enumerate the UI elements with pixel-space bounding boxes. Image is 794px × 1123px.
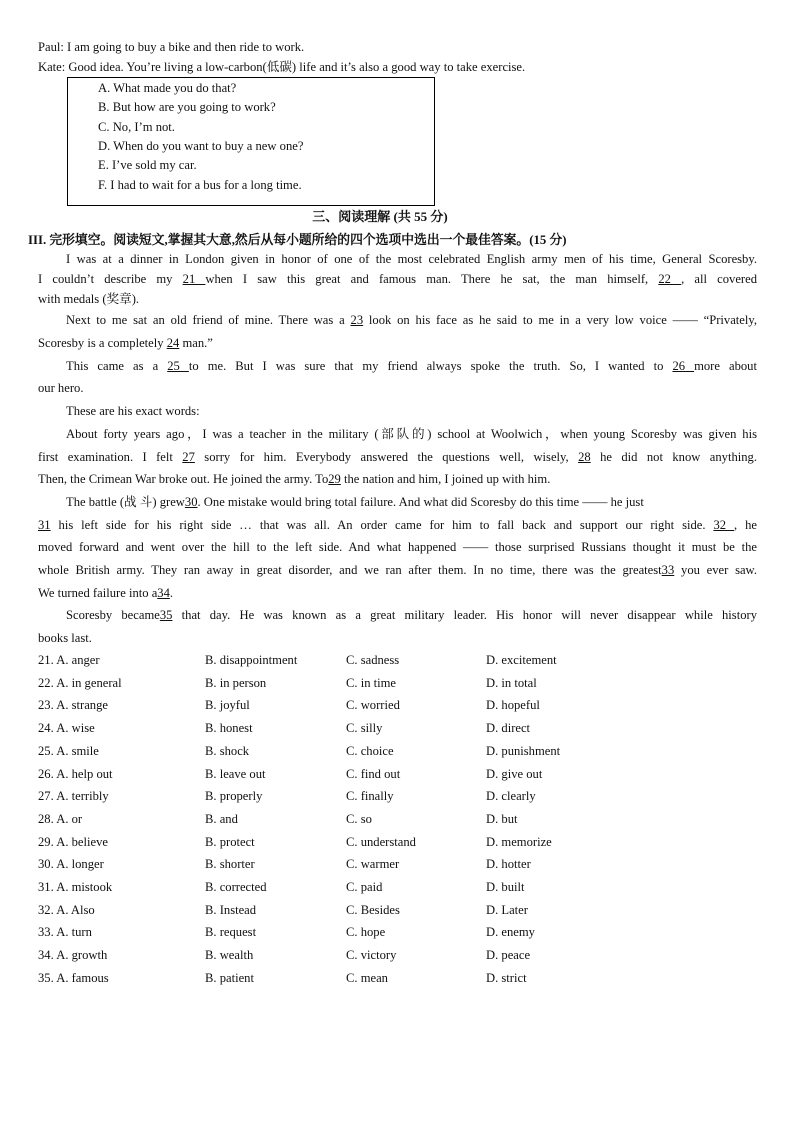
question-22-option-d: D. in total [486, 675, 537, 690]
question-28-option-b: B. and [205, 811, 238, 826]
blank-29: 29 [328, 472, 341, 486]
passage-line: our hero. [38, 381, 84, 395]
passage-line [38, 449, 757, 465]
option-text: A. help out [56, 766, 113, 781]
blank-22: 22 [658, 272, 682, 286]
question-number: 29. [38, 834, 54, 849]
question-number: 27. [38, 789, 54, 804]
dialogue-line-paul: Paul: I am going to buy a bike and then ride to work. [38, 40, 305, 54]
question-24-option-b: B. honest [205, 721, 253, 736]
option-text: A. strange [56, 698, 108, 713]
question-29-option-c: C. understand [346, 834, 416, 849]
text: , he [734, 518, 757, 532]
passage-line [38, 562, 757, 578]
question-34-option-b: B. wealth [205, 948, 254, 963]
blank-21: 21 [182, 272, 206, 286]
section-title-text: 三、阅读理解 (共 55 分) [312, 209, 448, 224]
question-25-option-d: D. punishment [486, 743, 561, 758]
blank-33: 33 [661, 563, 675, 577]
passage-line: About forty years ago，I was a teacher in the military (部队的) school at Woolwich，when young Scoresby was given his [66, 427, 757, 441]
question-number: 30. [38, 857, 54, 872]
box-option-e: E. I’ve sold my car. [98, 158, 197, 172]
passage-line [38, 471, 550, 487]
blank-23: 23 [350, 313, 364, 327]
text: that day. He was known as a great military leader. His honor will never disappear while history [181, 608, 757, 622]
question-32-option-c: C. Besides [346, 902, 400, 917]
question-26-option-a [38, 766, 113, 782]
question-number: 25. [38, 743, 54, 758]
question-32-option-b: B. Instead [205, 902, 257, 917]
question-28-option-c: C. so [346, 811, 372, 826]
passage-line [38, 335, 213, 351]
option-text: A. anger [56, 653, 100, 667]
text: This came as a [66, 359, 159, 373]
box-option-f: F. I had to wait for a bus for a long time. [98, 178, 302, 192]
question-29-option-d: D. memorize [486, 834, 552, 849]
question-33-option-d: D. enemy [486, 925, 535, 940]
question-25-option-c: C. choice [346, 743, 394, 758]
blank-27: 27 [182, 450, 195, 464]
passage-line [38, 271, 757, 287]
box-option-a: A. What made you do that? [98, 81, 237, 95]
question-30-option-b: B. shorter [205, 857, 255, 872]
text: I couldn’t describe my [38, 272, 173, 286]
text: the nation and him, I joined up with him. [344, 472, 551, 486]
question-number: 22. [38, 675, 54, 690]
options-box [67, 77, 435, 206]
question-number: 31. [38, 880, 54, 894]
option-text: A. in general [56, 675, 122, 690]
question-33-option-c: C. hope [346, 925, 386, 940]
question-35-option-c: C. mean [346, 970, 388, 985]
question-30-option-c: C. warmer [346, 857, 400, 872]
question-27-option-b: B. properly [205, 789, 263, 804]
passage-line [66, 494, 644, 510]
question-30-option-d: D. hotter [486, 857, 531, 872]
passage-line: books last. [38, 631, 92, 645]
blank-25: 25 [167, 359, 189, 373]
question-27-option-c: C. finally [346, 789, 394, 804]
text: his left side for his right side … that was all. An order came for him to fall back and support our right side. [58, 518, 706, 532]
passage-line [38, 517, 757, 533]
question-26-option-c: C. find out [346, 766, 401, 781]
question-30-option-a [38, 856, 104, 872]
text: more about [694, 359, 757, 373]
text: sorry for him. Everybody answered the questions well, wisely, [204, 450, 569, 464]
question-29-option-a [38, 834, 108, 850]
question-23-option-a [38, 697, 108, 713]
question-number: 24. [38, 721, 54, 736]
question-number: 33. [38, 925, 54, 940]
question-35-option-d: D. strict [486, 970, 527, 985]
option-text: A. terribly [56, 789, 109, 804]
section-title [0, 208, 794, 226]
question-number: 34. [38, 948, 54, 963]
box-option-c: C. No, I’m not. [98, 120, 175, 134]
question-35-option-b: B. patient [205, 970, 254, 985]
question-number: 21. [38, 653, 54, 667]
passage-line [66, 312, 757, 328]
question-34-option-c: C. victory [346, 948, 397, 963]
blank-24: 24 [166, 336, 180, 350]
question-22-option-c: C. in time [346, 675, 397, 690]
question-31-option-c: C. paid [346, 880, 383, 894]
blank-30: 30 [184, 495, 198, 509]
text: first examination. I felt [38, 450, 173, 464]
question-33-option-b: B. request [205, 925, 257, 940]
option-text: A. or [56, 811, 83, 826]
passage-line [38, 585, 173, 601]
question-25-option-a [38, 743, 99, 759]
question-24-option-a [38, 720, 95, 736]
question-31-option-d: D. built [486, 880, 525, 894]
question-number: 26. [38, 766, 54, 781]
question-26-option-b: B. leave out [205, 766, 266, 781]
blank-35: 35 [159, 608, 173, 622]
option-text: A. believe [56, 834, 108, 849]
option-text: A. wise [56, 721, 95, 736]
passage-line: moved forward and went over the hill to the left side. And what happened —— those surprised Russians thought it must be the [38, 540, 757, 554]
option-text: A. smile [56, 743, 99, 758]
question-21-option-b: B. disappointment [205, 653, 298, 667]
question-22-option-a [38, 675, 122, 691]
question-23-option-b: B. joyful [205, 698, 250, 713]
text: man.” [182, 336, 213, 350]
dialogue-line-kate: Kate: Good idea. You’re living a low-carbon(低碳) life and it’s also a good way to take exercise. [38, 60, 526, 74]
question-31-option-b: B. corrected [205, 880, 267, 894]
text: Scoresby is a completely [38, 336, 164, 350]
text: , all covered [681, 272, 758, 286]
question-21-option-c: C. sadness [346, 653, 400, 667]
text: We turned failure into a [38, 586, 158, 600]
passage-line: These are his exact words: [66, 404, 200, 418]
question-29-option-b: B. protect [205, 834, 255, 849]
text: . One mistake would bring total failure. And what did Scoresby do this time —— he just [197, 495, 644, 509]
option-text: A. Also [56, 902, 95, 917]
option-text: A. famous [56, 970, 109, 985]
question-34-option-a [38, 947, 107, 963]
question-number: 23. [38, 698, 54, 713]
text: Scoresby became [66, 608, 160, 622]
question-33-option-a [38, 924, 92, 940]
question-24-option-d: D. direct [486, 721, 531, 736]
question-21-option-a [38, 652, 100, 668]
passage-line [66, 607, 757, 623]
text: . [169, 586, 174, 600]
box-option-b: B. But how are you going to work? [98, 100, 276, 114]
question-number: 32. [38, 902, 54, 917]
question-22-option-b: B. in person [205, 675, 267, 690]
question-27-option-d: D. clearly [486, 789, 536, 804]
text: The battle (战 斗) grew [66, 495, 185, 509]
question-25-option-b: B. shock [205, 743, 250, 758]
question-number: 28. [38, 811, 54, 826]
question-32-option-d: D. Later [486, 902, 528, 917]
text: to me. But I was sure that my friend always spoke the truth. So, I wanted to [188, 359, 664, 373]
question-28-option-d: D. but [486, 811, 518, 826]
question-number: 35. [38, 970, 54, 985]
blank-28: 28 [578, 450, 591, 464]
question-28-option-a [38, 811, 82, 827]
text: whole British army. They ran away in great disorder, and we ran after them. In no time, there was the greatest [38, 563, 662, 577]
text: Next to me sat an old friend of mine. There was a [66, 313, 345, 327]
question-23-option-d: D. hopeful [486, 698, 540, 713]
text: when I saw this great and famous man. There he sat, the man himself, [205, 272, 649, 286]
box-option-d: D. When do you want to buy a new one? [98, 139, 304, 153]
blank-31: 31 [38, 518, 51, 532]
passage-line [66, 358, 757, 374]
question-21-option-d: D. excitement [486, 653, 557, 667]
question-26-option-d: D. give out [486, 766, 543, 781]
question-24-option-c: C. silly [346, 721, 383, 736]
blank-34: 34 [157, 586, 170, 600]
text: look on his face as he said to me in a very low voice —— “Privately, [368, 313, 757, 327]
text: he did not know anything. [600, 450, 757, 464]
question-31-option-a [38, 879, 112, 895]
option-text: A. turn [56, 925, 92, 940]
question-32-option-a [38, 902, 95, 918]
option-text: A. growth [56, 948, 108, 963]
option-text: A. longer [56, 857, 104, 872]
question-34-option-d: D. peace [486, 948, 531, 963]
blank-32: 32 [713, 518, 734, 532]
option-text: A. mistook [56, 880, 113, 894]
text: you ever saw. [681, 563, 757, 577]
text: Then, the Crimean War broke out. He joined the army. To [38, 472, 329, 486]
instruction: III. 完形填空。阅读短文,掌握其大意,然后从每小题所给的四个选项中选出一个最佳答案。(15 分) [28, 233, 567, 247]
passage-line: I was at a dinner in London given in honor of one of the most celebrated English army men of his time, General Scoresby. [66, 252, 757, 266]
question-27-option-a [38, 788, 109, 804]
passage-line: with medals (奖章). [38, 292, 140, 306]
blank-26: 26 [672, 359, 695, 373]
question-35-option-a [38, 970, 109, 986]
question-23-option-c: C. worried [346, 698, 400, 713]
